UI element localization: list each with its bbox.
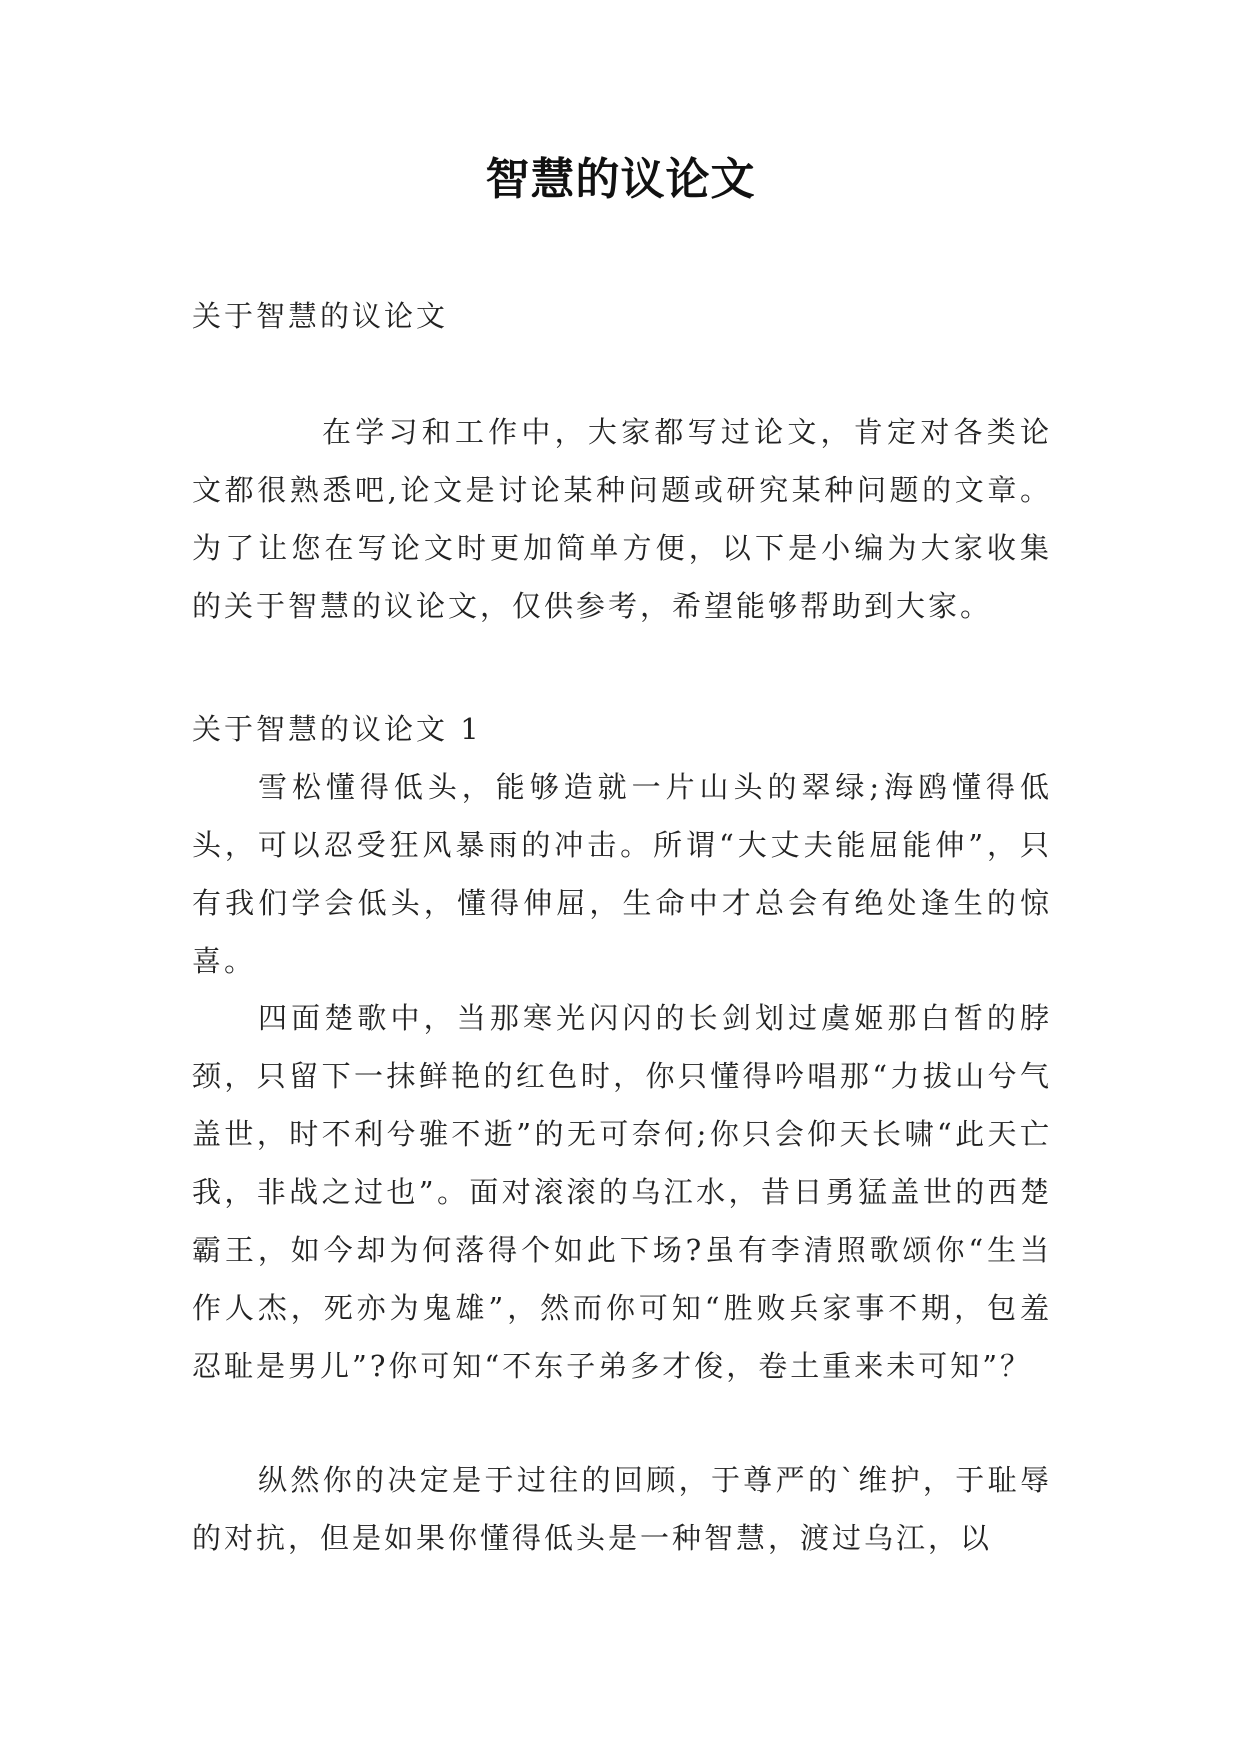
- intro-paragraph: 在学习和工作中，大家都写过论文，肯定对各类论文都很熟悉吧,论文是讨论某种问题或研究某种问题的文章。为了让您在写论文时更加简单方便，以下是小编为大家收集的关于智慧的议论文，仅供参考，希望能够帮助到大家。: [192, 415, 1052, 623]
- body-paragraph: 四面楚歌中，当那寒光闪闪的长剑划过虞姬那白皙的脖颈，只留下一抹鲜艳的红色时，你只懂得吟唱那“力拔山兮气盖世，时不利兮骓不逝”的无可奈何;你只会仰天长啸“此天亡我，非战之过也”。面对滚滚的乌江水，昔日勇猛盖世的西楚霸王，如今却为何落得个如此下场?虽有李清照歌颂你“生当作人杰，死亦为鬼雄”，然而你可知“胜败兵家事不期，包羞忍耻是男儿”?你可知“不东子弟多才俊，卷土重来未可知”？: [192, 1001, 1052, 1383]
- body-paragraph: 纵然你的决定是于过往的回顾，于尊严的`维护，于耻辱的对抗，但是如果你懂得低头是一种智慧，渡过乌江，以: [192, 1463, 1052, 1555]
- section-heading: 关于智慧的议论文 1: [192, 712, 482, 746]
- document-subtitle: 关于智慧的议论文: [192, 299, 449, 333]
- document-title: 智慧的议论文: [485, 154, 756, 205]
- body-paragraph: 雪松懂得低头，能够造就一片山头的翠绿;海鸥懂得低头，可以忍受狂风暴雨的冲击。所谓“大丈夫能屈能伸”，只有我们学会低头，懂得伸屈，生命中才总会有绝处逢生的惊喜。: [192, 770, 1052, 978]
